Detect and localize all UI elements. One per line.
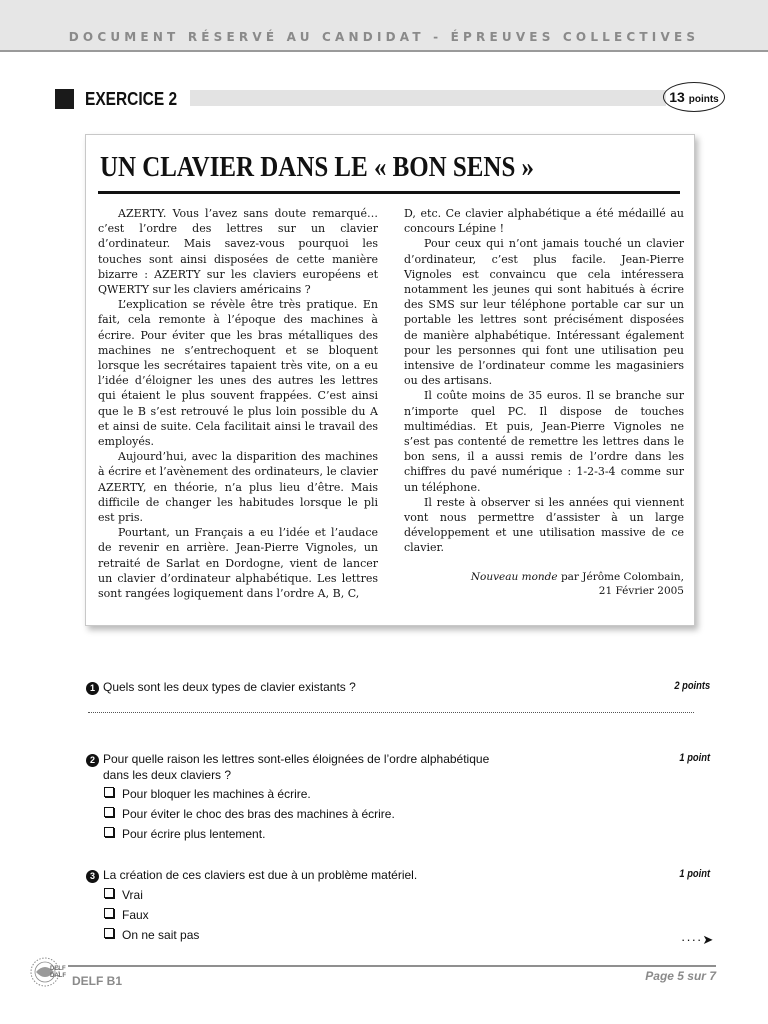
answer-line[interactable] [88, 712, 694, 713]
checkbox[interactable] [104, 787, 114, 797]
answer-option-label: Vrai [122, 888, 143, 902]
article-column-left [98, 206, 378, 601]
exercise-marker [55, 89, 74, 109]
article-source-date: 21 Février 2005 [598, 584, 684, 597]
article-title: UN CLAVIER DANS LE « BON SENS » [100, 151, 535, 183]
article-box [85, 134, 695, 626]
article-paragraph: L’explication se révèle être très pratique. En fait, cela remonte à l’époque des machines à écrire. Pour éviter que les bras métalliques des machines ne s’entrechoquent et se bloquent lorsque les secrétaires tapaient très vite, on a eu l’idée d’éloigner les unes des autres les lettres qui étaient le plus souvent frappées. C’est ainsi que le B s’est retrouvé le plus loin possible du A et ainsi de suite. Cela facilitait ainsi le travail des employés. [98, 298, 378, 449]
answer-option-label: Pour bloquer les machines à écrire. [122, 787, 311, 801]
article-paragraph: Aujourd’hui, avec la disparition des machines à écrire et l’avènement des ordinateurs, le clavier AZERTY, en théorie, n’a plus lieu d’être. Mais difficile de changer les habitudes lorsque le pli est pris. [98, 450, 378, 525]
question-3-points: 1 point [679, 868, 710, 880]
article-paragraph: Pourtant, un Français a eu l’idée et l’audace de revenir en arrière. Jean-Pierre Vignoles, un retraité de Sarlat en Dordogne, vient de lancer un clavier d’ordinateur alphabétique. Les lettres sont rangées logiquement dans l’ordre A, B, C, [98, 526, 378, 601]
article-paragraph: AZERTY. Vous l’avez sans doute remarqué… c’est l’ordre des lettres sur un clavier d’ordinateur. Mais savez-vous pourquoi les touches sont ainsi disposées de cette manière bizarre : AZERTY sur les claviers européens et QWERTY sur les claviers américains ? [98, 207, 378, 297]
answer-option-label: On ne sait pas [122, 928, 200, 942]
answer-option[interactable] [104, 806, 395, 822]
question-text: La création de ces claviers est due à un problème matériel. [103, 868, 418, 882]
question-3 [86, 867, 417, 883]
answer-option-label: Pour écrire plus lentement. [122, 827, 266, 841]
article-paragraph: D, etc. Ce clavier alphabétique a été médaillé au concours Lépine ! [404, 207, 684, 236]
article-column-right [404, 206, 684, 598]
checkbox[interactable] [104, 888, 114, 898]
checkbox[interactable] [104, 827, 114, 837]
question-text: Pour quelle raison les lettres sont-elles éloignées de l’ordre alphabétique [103, 752, 490, 766]
exercise-title: EXERCICE 2 [85, 89, 178, 109]
footer-level: DELF B1 [72, 974, 123, 988]
checkbox[interactable] [104, 928, 114, 938]
article-paragraph: Il reste à observer si les années qui viennent vont nous permettre d’assister à un large développement et une utilisation massive de ce clavier. [404, 495, 684, 555]
exercise-points-unit: points [688, 94, 719, 105]
exercise-title-bar [190, 90, 666, 106]
exercise-points-value: 13 [669, 89, 685, 105]
question-number: 1 [86, 682, 99, 695]
continue-arrow-icon: ····➤ [681, 932, 715, 947]
footer-rule [68, 965, 716, 967]
checkbox[interactable] [104, 807, 114, 817]
checkbox[interactable] [104, 908, 114, 918]
delf-dalf-logo [28, 950, 74, 990]
question-1 [86, 679, 356, 695]
article-paragraph: Pour ceux qui n’ont jamais touché un clavier d’ordinateur, c’est plus facile. Jean-Pierre Vignoles est convaincu que cela intéressera notamment les jeunes qui sont habitués à écrire des SMS sur leur téléphone portable car sur un portable les lettres sont précisément disposées de manière alphabétique. Intéressant également pour les personnes qui font une utilisation peu intensive de l’ordinateur comme les magasiniers ou des artisans. [404, 237, 684, 388]
question-text-continued: dans les deux claviers ? [103, 768, 232, 782]
header-banner-text: DOCUMENT RÉSERVÉ AU CANDIDAT - ÉPREUVES COLLECTIVES [68, 30, 700, 44]
footer-page-number: Page 5 sur 7 [645, 969, 716, 983]
article-source [404, 570, 684, 598]
question-2 [86, 751, 489, 783]
article-paragraph: Il coûte moins de 35 euros. Il se branche sur n’importe quel PC. Il dispose de touches multimédias. Et puis, Jean-Pierre Vignoles ne s’est pas contenté de remettre les lettres dans le bon sens, il a aussi remis de l’ordre dans les chiffres du pavé numérique : 1-2-3-4 comme sur un téléphone. [404, 389, 684, 494]
header-band [0, 0, 768, 52]
answer-option[interactable] [104, 786, 311, 802]
answer-option[interactable] [104, 907, 149, 923]
answer-option[interactable] [104, 927, 199, 943]
article-title-rule [98, 191, 680, 194]
article-source-publication: Nouveau monde [470, 570, 558, 583]
exercise-points-badge [663, 82, 725, 112]
question-2-points: 1 point [679, 752, 710, 764]
question-text: Quels sont les deux types de clavier existants ? [103, 680, 356, 694]
question-number: 3 [86, 870, 99, 883]
answer-option[interactable] [104, 887, 143, 903]
answer-option-label: Faux [122, 908, 149, 922]
svg-text:DALF: DALF [50, 973, 66, 979]
answer-option-label: Pour éviter le choc des bras des machines à écrire. [122, 807, 395, 821]
question-1-points: 2 points [674, 680, 710, 692]
svg-text:DELF: DELF [50, 966, 66, 972]
answer-option[interactable] [104, 826, 265, 842]
question-number: 2 [86, 754, 99, 767]
article-source-author: par Jérôme Colombain, [557, 570, 684, 583]
